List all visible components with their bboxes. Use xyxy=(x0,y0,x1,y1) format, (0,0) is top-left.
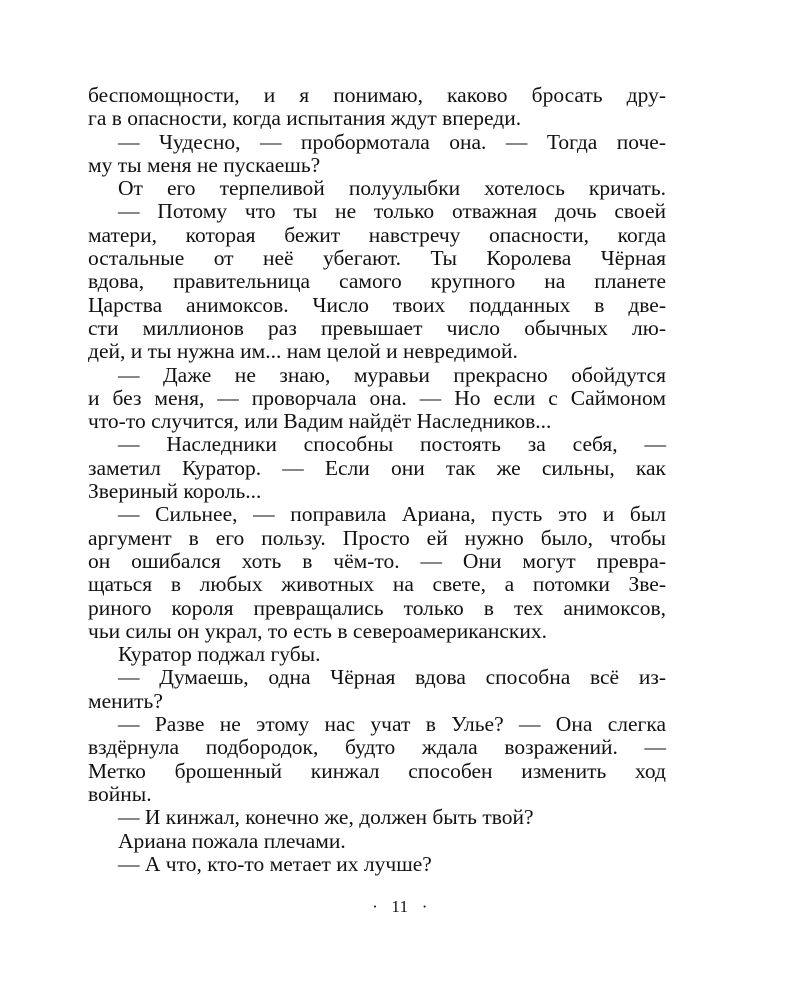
page-number xyxy=(0,897,800,917)
text-line: дей, и ты нужна им... нам целой и невредимой. xyxy=(88,339,518,364)
page-number-dot-right: · xyxy=(421,897,428,916)
text-line: Ариана пожала плечами. xyxy=(118,828,346,853)
text-line: Куратор поджал губы. xyxy=(118,642,321,667)
text-line: чьи силы он украл, то есть в североамериканских. xyxy=(88,618,547,643)
text-line: остальные от неё убегают. Ты Королева Чёрная xyxy=(88,246,666,271)
text-line: что-то случится, или Вадим найдёт Наследников... xyxy=(88,409,552,434)
text-line: — И кинжал, конечно же, должен быть твой? xyxy=(118,805,534,830)
text-line: аргумент в его пользу. Просто ей нужно было, чтобы xyxy=(88,525,666,550)
body-text xyxy=(88,84,666,876)
text-line: сти миллионов раз превышает число обычных лю- xyxy=(88,315,666,340)
text-line: — Разве не этому нас учат в Улье? — Она слегка xyxy=(118,712,666,737)
text-line: га в опасности, когда испытания ждут впереди. xyxy=(88,106,522,131)
text-line: — Даже не знаю, муравьи прекрасно обойдутся xyxy=(118,362,666,387)
text-line: — Сильнее, — поправила Ариана, пусть это и был xyxy=(118,502,666,527)
text-line: заметил Куратор. — Если они так же сильны, как xyxy=(88,455,666,480)
page-number-dot-left: · xyxy=(372,897,379,916)
text-line: вздёрнула подбородок, будто ждала возражений. — xyxy=(88,735,666,760)
page-number-value: 11 xyxy=(391,897,409,916)
text-line: щаться в любых животных на свете, а потомки Зве- xyxy=(88,572,666,597)
text-line: — Думаешь, одна Чёрная вдова способна всё из- xyxy=(118,665,666,690)
text-line: му ты меня не пускаешь? xyxy=(88,152,321,177)
text-line: От его терпеливой полуулыбки хотелось кричать. xyxy=(118,176,666,201)
text-line: — Наследники способны постоять за себя, — xyxy=(118,432,666,457)
text-line: войны. xyxy=(88,781,152,806)
text-line: вдова, правительница самого крупного на планете xyxy=(88,269,666,294)
text-line: и без меня, — проворчала она. — Но если с Саймоном xyxy=(88,385,666,410)
text-line: менить? xyxy=(88,688,163,713)
text-line: беспомощности, и я понимаю, каково бросать дру- xyxy=(88,83,666,107)
text-line: Метко брошенный кинжал способен изменить ход xyxy=(88,758,666,783)
text-line: — А что, кто-то метает их лучше? xyxy=(118,851,432,876)
text-line: Звериный король... xyxy=(88,479,262,504)
text-line: — Чудесно, — пробормотала она. — Тогда поче- xyxy=(118,129,666,154)
text-line: матери, которая бежит навстречу опасности, когда xyxy=(88,222,666,247)
text-line: риного короля превращались только в тех анимоксов, xyxy=(88,595,666,620)
text-line: Царства анимоксов. Число твоих подданных в две- xyxy=(88,292,666,317)
text-line: он ошибался хоть в чём-то. — Они могут превра- xyxy=(88,548,666,573)
text-line: — Потому что ты не только отважная дочь своей xyxy=(118,199,666,224)
